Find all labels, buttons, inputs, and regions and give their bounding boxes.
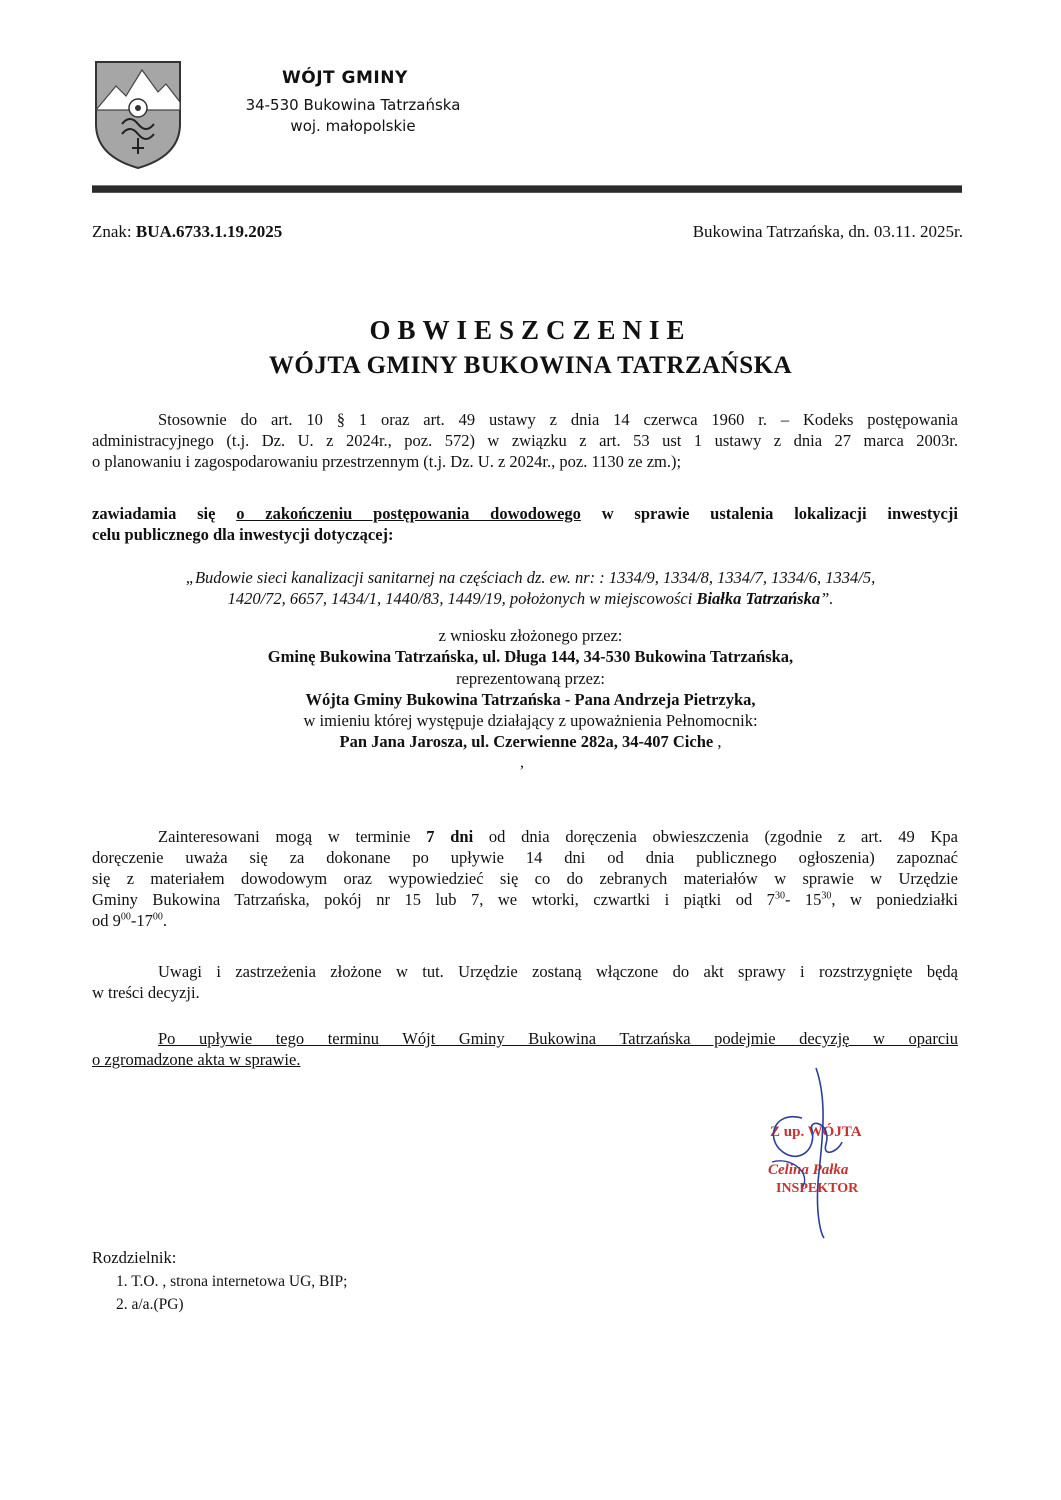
stamp-line-2: Celina Pałka bbox=[768, 1162, 849, 1178]
document-date: Bukowina Tatrzańska, dn. 03.11. 2025r. bbox=[692, 222, 963, 241]
investment-description bbox=[0, 567, 1061, 609]
intro-line: Stosownie do art. 10 § 1 oraz art. 49 ustawy z dnia 14 czerwca 1960 r. – Kodeks postępowania bbox=[158, 410, 958, 429]
interested-text: od 9 bbox=[92, 911, 121, 930]
interested-text: od dnia doręczenia obwieszczenia (zgodnie z art. 49 Kpa bbox=[473, 827, 959, 846]
header-divider bbox=[92, 185, 962, 193]
remarks-paragraph bbox=[92, 961, 958, 1003]
document-subtitle: WÓJTA GMINY BUKOWINA TATRZAŃSKA bbox=[268, 352, 793, 379]
notice-prefix: zawiadamia się bbox=[92, 504, 237, 523]
notice-suffix: w sprawie ustalenia lokalizacji inwestycji bbox=[580, 504, 958, 523]
interested-paragraph bbox=[92, 826, 958, 931]
time-sup: 30 bbox=[774, 890, 785, 902]
interested-text: - 15 bbox=[784, 890, 822, 909]
reference-number bbox=[92, 222, 282, 242]
investment-line-1: „Budowie sieci kanalizacji sanitarnej na częściach dz. ew. nr: : 1334/9, 1334/8, 1334/7, 1334/6, 1334/5, bbox=[185, 568, 876, 587]
interested-line: doręczenie uważa się za dokonane po upływie 14 dni od dnia publicznego ogłoszenia) zapoznać bbox=[92, 848, 958, 867]
issuer-title: WÓJT GMINY bbox=[282, 68, 408, 88]
time-sup: 00 bbox=[120, 911, 131, 923]
signature-stamp-icon bbox=[742, 1062, 902, 1242]
intro-line: o planowaniu i zagospodarowaniu przestrzennym (t.j. Dz. U. z 2024r., poz. 1130 ze zm.); bbox=[92, 452, 682, 471]
distribution-item: 2. a/a.(PG) bbox=[116, 1296, 184, 1313]
deadline-days: 7 dni bbox=[426, 827, 474, 846]
interested-line bbox=[92, 910, 958, 931]
interested-line: się z materiałem dowodowym oraz wypowiedzieć się co do zebranych materiałów w sprawie w Urzędzie bbox=[92, 869, 958, 888]
applicant-proxy-label: w imieniu której występuje działający z upoważnienia Pełnomocnik: bbox=[303, 711, 758, 730]
issuer-region: woj. małopolskie bbox=[290, 117, 416, 135]
notice-paragraph bbox=[92, 503, 958, 545]
remarks-line: Uwagi i zastrzeżenia złożone w tut. Urzędzie zostaną włączone do akt sprawy i rozstrzygnięte będą bbox=[158, 962, 958, 981]
applicant-from-label: z wniosku złożonego przez: bbox=[438, 626, 623, 645]
intro-line: administracyjnego (t.j. Dz. U. z 2024r., poz. 572) w związku z art. 53 ust 1 ustawy z dnia 27 marca 2003r. bbox=[92, 431, 958, 450]
investment-line-2 bbox=[0, 588, 1061, 609]
stray-comma: , bbox=[520, 754, 524, 771]
reference-label: Znak: bbox=[92, 222, 132, 241]
after-deadline-line: Po upływie tego terminu Wójt Gminy Bukowina Tatrzańska podejmie decyzję w oparciu bbox=[158, 1029, 958, 1048]
applicant-proxy bbox=[0, 731, 1061, 752]
document-title: OBWIESZCZENIE bbox=[369, 315, 692, 345]
time-sup: 00 bbox=[152, 911, 163, 923]
interested-line bbox=[92, 889, 958, 910]
investment-parcels: 1420/72, 6657, 1434/1, 1440/83, 1449/19, położonych w miejscowości bbox=[227, 589, 697, 608]
distribution-item: 1. T.O. , strona internetowa UG, BIP; bbox=[116, 1273, 348, 1290]
remarks-line: w treści decyzji. bbox=[92, 983, 200, 1002]
interested-text: , w poniedziałki bbox=[831, 890, 958, 909]
distribution-label: Rozdzielnik: bbox=[92, 1248, 177, 1267]
applicant-name: Gminę Bukowina Tatrzańska, ul. Długa 144, 34-530 Bukowina Tatrzańska, bbox=[267, 647, 794, 666]
coat-of-arms-icon bbox=[92, 58, 184, 170]
reference-value: BUA.6733.1.19.2025 bbox=[135, 222, 283, 241]
interested-text: Gminy Bukowina Tatrzańska, pokój nr 15 lub 7, we wtorki, czwartki i piątki od 7 bbox=[92, 890, 775, 909]
after-deadline-line: o zgromadzone akta w sprawie. bbox=[92, 1050, 301, 1069]
notice-line bbox=[92, 503, 958, 524]
applicant-proxy-name: Pan Jana Jarosza, ul. Czerwienne 282a, 34-407 Ciche bbox=[339, 732, 714, 751]
intro-paragraph bbox=[92, 409, 958, 472]
notice-underlined: o zakończeniu postępowania dowodowego bbox=[236, 504, 581, 523]
investment-location: Białka Tatrzańska bbox=[696, 589, 821, 608]
applicant-proxy-comma: , bbox=[713, 732, 722, 751]
interested-text: . bbox=[162, 911, 167, 930]
applicant-representative: Wójta Gminy Bukowina Tatrzańska - Pana Andrzeja Pietrzyka, bbox=[305, 690, 756, 709]
interested-line bbox=[92, 826, 958, 847]
interested-text: -17 bbox=[130, 911, 153, 930]
stamp-line-3: INSPEKTOR bbox=[776, 1181, 859, 1196]
applicant-represented-label: reprezentowaną przez: bbox=[456, 669, 605, 688]
interested-text: Zainteresowani mogą w terminie bbox=[158, 827, 427, 846]
time-sup: 30 bbox=[821, 890, 832, 902]
notice-line-2: celu publicznego dla inwestycji dotyczącej: bbox=[92, 525, 394, 544]
issuer-address: 34-530 Bukowina Tatrzańska bbox=[245, 96, 461, 114]
investment-quote-end: ”. bbox=[820, 589, 834, 608]
stamp-line-1: Z up. WÓJTA bbox=[770, 1124, 862, 1140]
